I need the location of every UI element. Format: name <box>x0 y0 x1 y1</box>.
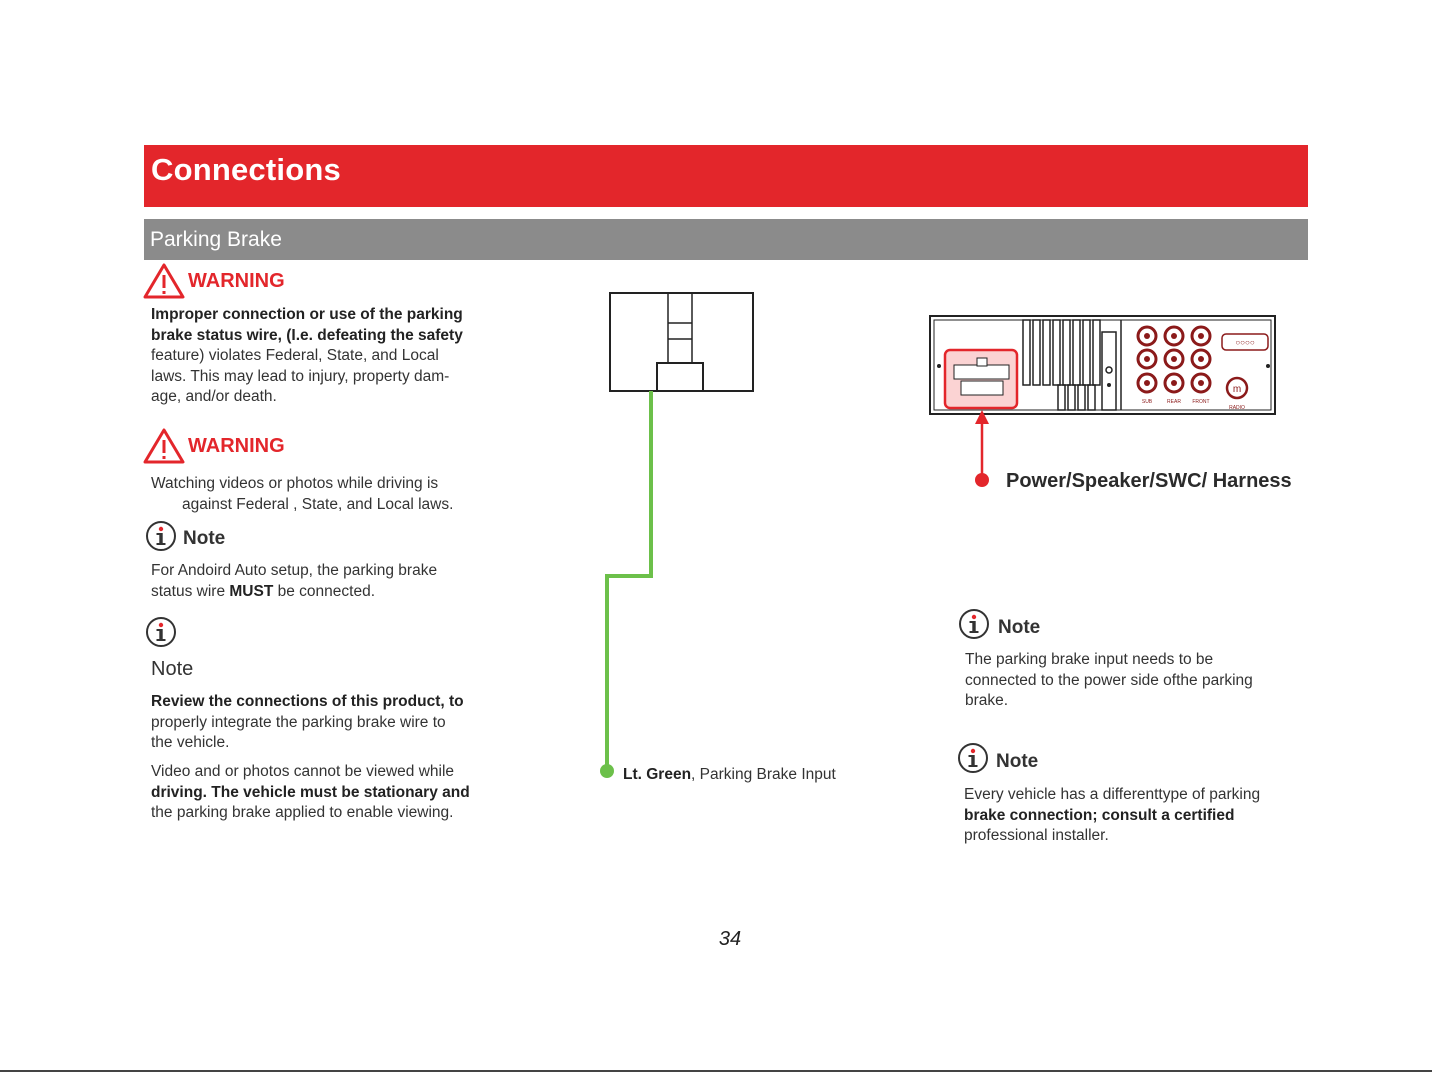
note-3-line: connected to the power side ofthe parking <box>965 671 1253 689</box>
wire-color-name: Lt. Green <box>623 766 692 783</box>
note-2-line: Video and or photos cannot be viewed while <box>151 763 455 780</box>
wire-end-dot <box>600 764 614 778</box>
info-icon <box>957 742 991 776</box>
note-3-line: The parking brake input needs to be <box>965 651 1214 668</box>
jack-label: SUB <box>1141 399 1153 405</box>
info-icon <box>145 520 179 554</box>
warning-1-line: age, and/or death. <box>151 388 277 405</box>
rca-jacks <box>1138 327 1210 392</box>
note-label: Note <box>151 658 194 680</box>
note-4-text <box>964 785 1294 847</box>
note-1-emphasis: MUST <box>229 583 274 600</box>
note-2-bold-line: driving. The vehicle must be stationary and <box>151 783 470 801</box>
note-2-line: the vehicle. <box>151 734 230 751</box>
note-4-line: professional installer. <box>964 827 1109 844</box>
jack-label: FRONT <box>1192 399 1210 405</box>
harness-label: Power/Speaker/SWC/ Harness <box>1006 470 1292 492</box>
note-1-line: For Andoird Auto setup, the parking brake <box>151 562 438 579</box>
page-title: Connections <box>151 152 341 187</box>
note-2-line: properly integrate the parking brake wire to <box>151 713 446 731</box>
parking-brake-connector-diagram <box>600 285 770 785</box>
page-number: 34 <box>718 928 742 950</box>
warning-triangle-icon <box>143 262 185 300</box>
jack-label: REAR <box>1167 399 1181 405</box>
note-4-bold-line: brake connection; consult a certified <box>964 806 1235 824</box>
info-icon <box>958 608 992 642</box>
note-2-line: the parking brake applied to enable viewing. <box>151 804 454 821</box>
note-2-para-2 <box>151 762 491 824</box>
note-4-line: Every vehicle has a differenttype of parking <box>964 786 1261 803</box>
logo-label: RADIO <box>1229 405 1245 411</box>
wire-function: , Parking Brake Input <box>691 766 836 783</box>
lt-green-wire <box>607 391 651 771</box>
svg-text:○○○○: ○○○○ <box>1235 338 1255 347</box>
note-label: Note <box>183 528 226 549</box>
warning-1-bold-line: Improper connection or use of the parking <box>151 306 463 323</box>
note-3-line: brake. <box>965 692 1009 709</box>
bottom-rule <box>0 1070 1432 1072</box>
warning-label: WARNING <box>188 435 285 457</box>
head-unit-rear-diagram <box>925 310 1285 495</box>
info-icon <box>145 616 179 650</box>
note-label: Note <box>996 751 1039 772</box>
section-bar <box>144 219 1308 260</box>
warning-1-bold-line: brake status wire, (I.e. defeating the safety <box>151 326 463 344</box>
warning-triangle-icon <box>143 427 185 465</box>
note-2-bold-line: Review the connections of this product, to <box>151 693 464 710</box>
harness-pointer-dot <box>975 473 989 487</box>
note-2-text <box>151 692 491 754</box>
note-1-text: status wire <box>151 583 230 600</box>
connector-pin <box>657 363 703 391</box>
note-1-line-2 <box>151 582 491 603</box>
note-1-text: be connected. <box>273 583 376 600</box>
warning-1-text <box>151 305 491 408</box>
warning-label: WARNING <box>188 270 285 292</box>
warning-1-line: laws. This may lead to injury, property dam- <box>151 367 450 385</box>
warning-2-line: Watching videos or photos while driving is <box>151 475 439 492</box>
wire-label <box>623 765 923 786</box>
note-label: Note <box>998 617 1041 638</box>
warning-1-line: feature) violates Federal, State, and Local <box>151 347 439 364</box>
note-3-text <box>965 650 1295 712</box>
warning-2-line: against Federal , State, and Local laws. <box>182 496 454 513</box>
section-title: Parking Brake <box>150 228 282 251</box>
svg-text:m: m <box>1232 384 1242 395</box>
